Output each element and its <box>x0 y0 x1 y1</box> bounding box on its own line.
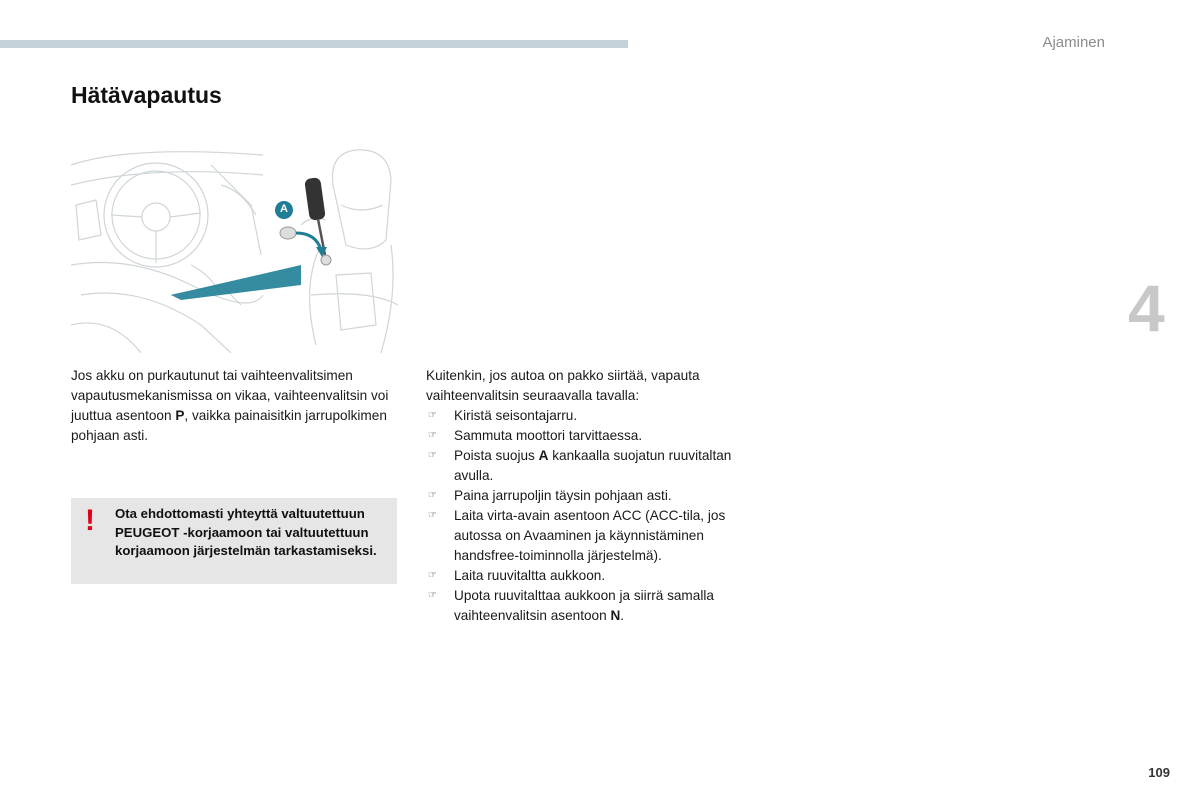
step-item <box>426 446 766 486</box>
step-bold-n: N <box>610 608 621 623</box>
header-accent-bar <box>0 40 628 48</box>
pointing-hand-icon: ☞ <box>428 490 437 501</box>
left-text-bold-p: P <box>175 408 185 423</box>
step-item <box>426 426 766 446</box>
pointing-hand-icon: ☞ <box>428 510 437 521</box>
pointing-hand-icon: ☞ <box>428 570 437 581</box>
step-item <box>426 486 766 506</box>
instruction-steps <box>426 406 766 626</box>
step-text: kankaalla suojatun ruuvitaltan avulla. <box>454 448 732 483</box>
pointing-hand-icon: ☞ <box>428 410 437 421</box>
chapter-number: 4 <box>1128 271 1165 345</box>
left-text-part1: Jos akku on purkautunut tai vaihteenvalitsimen vapautusmekanismissa on vikaa, vaihteenvalitsin voi juuttua asentoon <box>71 368 389 423</box>
page-title: Hätävapautus <box>71 82 222 108</box>
step-item <box>426 586 766 626</box>
step-text: . <box>620 608 625 623</box>
step-text: Kiristä seisontajarru. <box>454 408 578 423</box>
car-interior-drawing <box>71 145 398 353</box>
warning-exclamation-icon: ! <box>85 504 95 537</box>
step-bold-a: A <box>538 448 549 463</box>
step-item <box>426 506 766 566</box>
page-number: 109 <box>1148 765 1170 780</box>
pointing-hand-icon: ☞ <box>428 430 437 441</box>
left-text-part2: , vaikka painaisitkin jarrupolkimen pohjaan asti. <box>71 408 387 443</box>
instructions-intro: Kuitenkin, jos autoa on pakko siirtää, vapauta vaihteenvalitsin seuraavalla tavalla: <box>426 368 700 403</box>
warning-box <box>71 498 397 584</box>
step-text: Poista suojus <box>454 448 539 463</box>
pointing-hand-icon: ☞ <box>428 450 437 461</box>
pointing-hand-icon: ☞ <box>428 590 437 601</box>
step-text: Paina jarrupoljin täysin pohjaan asti. <box>454 488 672 503</box>
step-item <box>426 566 766 586</box>
gear-selector-illustration <box>71 145 398 353</box>
callout-label-a: A <box>280 203 288 215</box>
warning-text: Ota ehdottomasti yhteyttä valtuutettuun PEUGEOT -korjaamoon tai valtuutettuun korjaamoon järjestelmän tarkastamiseksi. <box>115 506 377 558</box>
instructions-column <box>426 366 766 626</box>
step-item <box>426 406 766 426</box>
step-text: Sammuta moottori tarvittaessa. <box>454 428 643 443</box>
step-text: Laita virta-avain asentoon ACC (ACC-tila, jos autossa on Avaaminen ja käynnistäminen handsfree-toiminnolla järjestelmä). <box>454 508 726 563</box>
step-text: Laita ruuvitaltta aukkoon. <box>454 568 606 583</box>
section-label: Ajaminen <box>1042 34 1105 51</box>
left-paragraph <box>71 366 401 446</box>
step-text: Upota ruuvitalttaa aukkoon ja siirrä samalla vaihteenvalitsin asentoon <box>454 588 714 623</box>
